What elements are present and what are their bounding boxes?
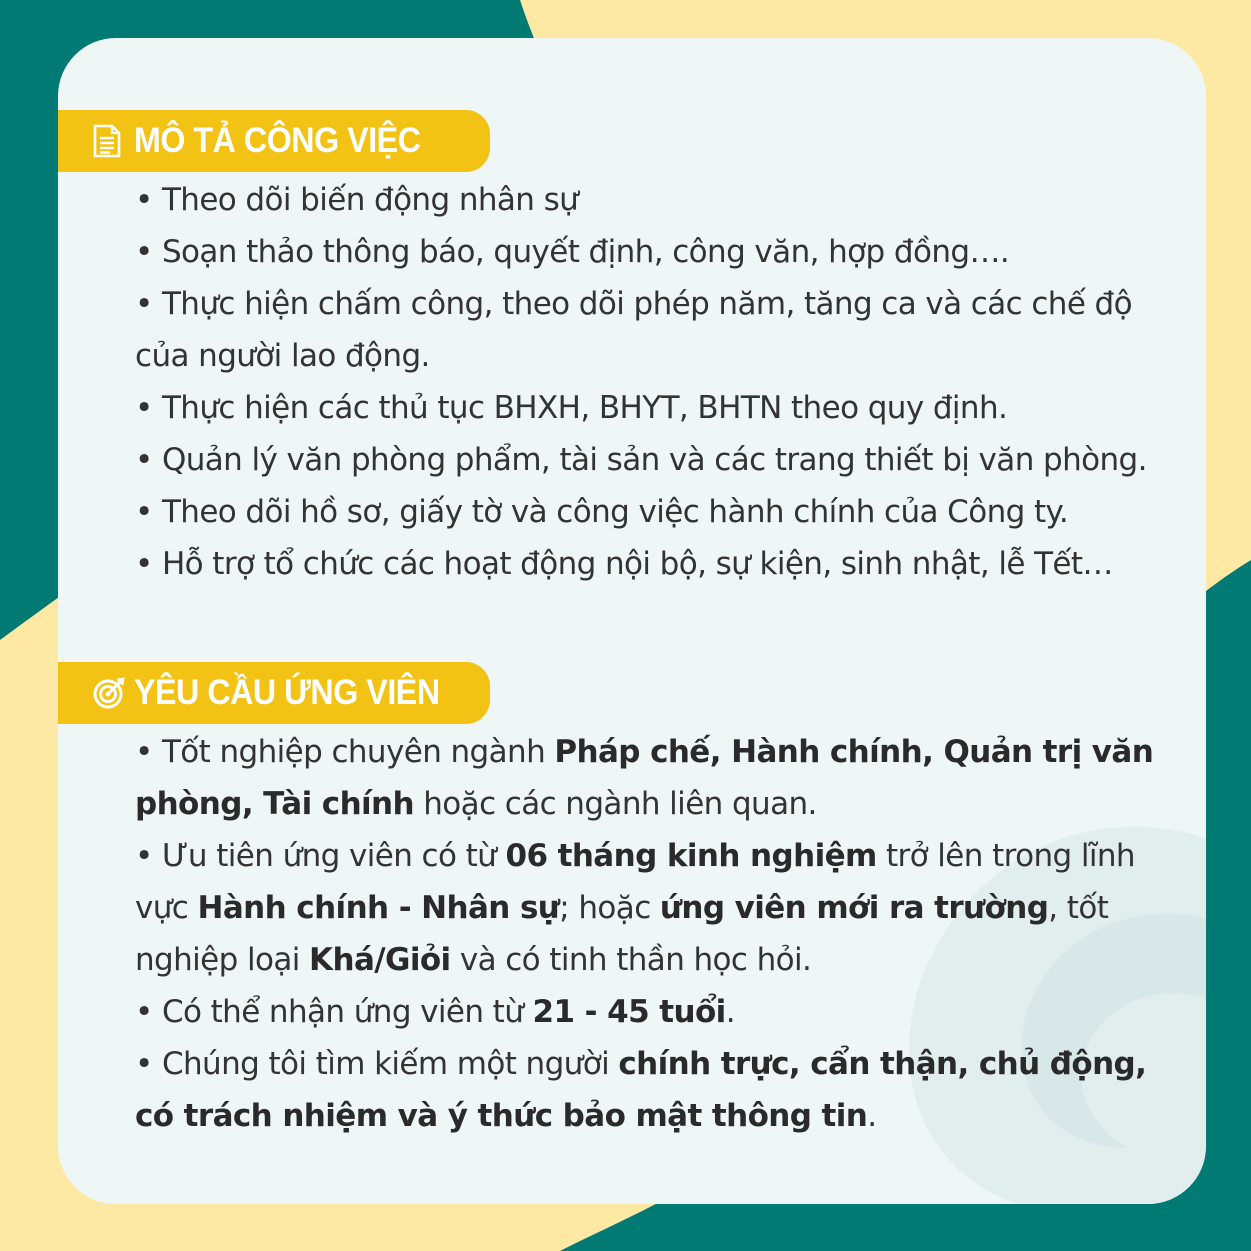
bold-text: ứng viên mới ra trường xyxy=(659,890,1049,926)
list-item: • Theo dõi biến động nhân sự xyxy=(135,182,579,218)
text-segment: . xyxy=(725,994,735,1030)
text-segment: ; hoặc xyxy=(559,890,660,926)
text-segment: • Có thể nhận ứng viên từ xyxy=(135,994,533,1030)
text-segment: . xyxy=(867,1098,877,1134)
list-item: • Hỗ trợ tổ chức các hoạt động nội bộ, sự kiện, sinh nhật, lễ Tết… xyxy=(135,546,1113,582)
list-item: • Thực hiện chấm công, theo dõi phép năm, tăng ca và các chế độ của người lao động. xyxy=(135,286,1132,374)
target-icon xyxy=(92,676,122,710)
text-segment: và có tinh thần học hỏi. xyxy=(450,942,812,978)
section-title: MÔ TẢ CÔNG VIỆC xyxy=(134,121,421,160)
text-segment: trở lên trong lĩnh vực xyxy=(135,838,1135,926)
list-item xyxy=(135,726,1175,830)
bold-text: 21 - 45 tuổi xyxy=(532,994,726,1030)
text-segment: , tốt nghiệp loại xyxy=(135,890,1109,978)
list-item xyxy=(135,1038,1175,1142)
text-segment: hoặc các ngành liên quan. xyxy=(414,786,817,822)
job-description-list xyxy=(135,174,1175,590)
list-item: • Theo dõi hồ sơ, giấy tờ và công việc hành chính của Công ty. xyxy=(135,494,1069,530)
bold-text: 06 tháng kinh nghiệm xyxy=(505,838,877,874)
candidate-requirements-list xyxy=(135,726,1175,1142)
list-item: • Thực hiện các thủ tục BHXH, BHYT, BHTN theo quy định. xyxy=(135,390,1008,426)
text-segment: • Chúng tôi tìm kiếm một người xyxy=(135,1046,619,1082)
content-card xyxy=(58,38,1206,1204)
bold-text: chính trực, cẩn thận, chủ động, có trách nhiệm và ý thức bảo mật thông tin xyxy=(135,1046,1147,1134)
list-item xyxy=(135,986,1175,1038)
list-item: • Quản lý văn phòng phẩm, tài sản và các trang thiết bị văn phòng. xyxy=(135,442,1147,478)
bold-text: Pháp chế, Hành chính, Quản trị văn phòng, Tài chính xyxy=(135,734,1154,822)
section-header-candidate-requirements xyxy=(58,662,490,724)
section-title: YÊU CẦU ỨNG VIÊN xyxy=(134,673,440,712)
bold-text: Hành chính - Nhân sự xyxy=(197,890,560,926)
section-header-job-description xyxy=(58,110,490,172)
text-segment: • Tốt nghiệp chuyên ngành xyxy=(135,734,555,770)
text-segment: • Ưu tiên ứng viên có từ xyxy=(135,838,506,874)
bold-text: Khá/Giỏi xyxy=(309,942,451,978)
document-icon xyxy=(92,124,122,158)
list-item xyxy=(135,830,1175,986)
list-item: • Soạn thảo thông báo, quyết định, công văn, hợp đồng…. xyxy=(135,234,1010,270)
